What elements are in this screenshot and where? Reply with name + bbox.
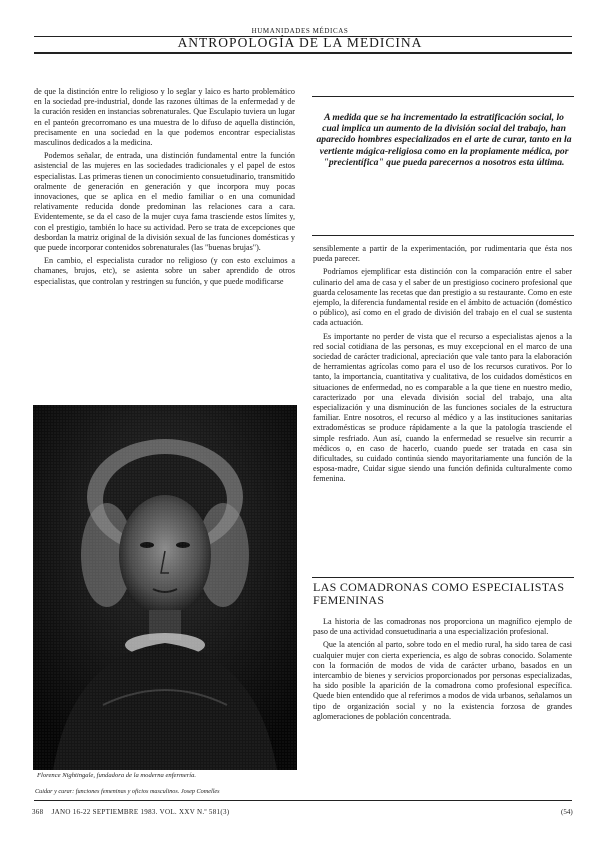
- footer-line: [32, 808, 229, 816]
- section-body: [313, 617, 572, 722]
- page-number: 368: [32, 808, 44, 816]
- right-paragraph: sensiblemente a partir de la experimentación, por rudimentaria que ésta nos pueda parecer.: [313, 244, 572, 264]
- issue-info: JANO 16-22 SEPTIEMBRE 1983. VOL. XXV N.º 581(3): [51, 808, 230, 816]
- right-paragraph: Podríamos ejemplificar esta distinción con la comparación entre el saber culinario del ama de casa y el saber de un prestigioso cocinero profesional que guarda celosamente las recetas que dan prestigio a su restaurante. Como en este ejemplo, la diferencia fundamental reside en el ámbito de actuación (doméstico o público), así como en el grado de división del trabajo en el cual se sustenta cada actuación.: [313, 267, 572, 328]
- section-paragraph: La historia de las comadronas nos proporciona un magnífico ejemplo de paso de una actividad consuetudinaria a una especialización profesional.: [313, 617, 572, 637]
- section-heading-rule: [312, 577, 574, 578]
- photo-caption: Florence Nightingale, fundadora de la moderna enfermería.: [37, 772, 197, 779]
- pull-quote-rule-bottom: [312, 235, 574, 236]
- section-kicker: HUMANIDADES MÉDICAS: [251, 27, 349, 35]
- header-rule-bottom: [34, 52, 572, 54]
- pull-quote-rule-top: [312, 96, 574, 97]
- section-paragraph: Que la atención al parto, sobre todo en el medio rural, ha sido tarea de casi cualquier mujer con cierta experiencia, es algo de sobras conocido. Solamente con la formación de modos de vida de carácter urbano, basados en un intercambio de bienes y servicios proporcionados por personas especializadas, ha sido posible la aparición de la comadrona como profesional específica. Quede bien entendido que al referirnos a modos de vida urbanos, señalamos un tipo de organización social y no la existencia forzosa de grandes aglomeraciones de población concentrada.: [313, 640, 572, 721]
- pull-quote: A medida que se ha incrementado la estratificación social, lo cual implica un aumento de la división social del trabajo, han aparecido hombres especializados en el arte de curar, tanto en la vertiente mágica-religiosa como en la propiamente médica, por "precientífica" que pueda parecernos a nosotros esta última.: [316, 112, 572, 168]
- section-title: ANTROPOLOGÍA DE LA MEDICINA: [177, 35, 423, 50]
- left-paragraph: de que la distinción entre lo religioso y lo seglar y laico es harto problemático en la sociedad pre-industrial, donde las razones últimas de la enfermedad y de la curación residen en instancias sobrenaturales. Que Esculapio tuviera un lugar en el panteón grecorromano es una muestra de lo difuso de aquella distinción, precisamente en una sociedad en la que podemos encontrar especialistas masculinos dedicados a la medicina.: [34, 87, 295, 148]
- left-paragraph: En cambio, el especialista curador no religioso (y con esto excluimos a chamanes, brujos, etc), se asienta sobre un saber aprendido de otros especialistas, que controlan y restringen su función, y que puede modificarse: [34, 256, 295, 286]
- portrait-photo: [33, 405, 297, 770]
- footer-rule: [34, 800, 572, 801]
- section-heading: LAS COMADRONAS COMO ESPECIALISTAS FEMENINAS: [313, 580, 565, 607]
- right-column: [313, 244, 572, 485]
- portrait-illustration: [33, 405, 297, 770]
- right-paragraph: Es importante no perder de vista que el recurso a especialistas ajenos a la red social cotidiana de las personas, es muy excepcional en el marco de una sociedad de carácter tradicional, apreciación que vale tanto para la elaboración de herramientas agrícolas como para el uso de los recursos curativos. Por lo tanto, la importancia, cuantitativa y cualitativa, de los cuidados domésticos en situaciones de enfermedad, no es comparable a la que tiene en nuestro medio, caracterizado por una elevada división social del trabajo, una alta especialización y una disminución de las funciones sociales de la estructura familiar. Entre nosotros, el recurso al médico y a las instituciones sanitarias extradomésticas se produce rápidamente a la que la patología trasciende el simple resfriado. Aun así, cuando la enfermedad se resuelve sin recurrir a médicos o, en caso de hacerlo, cuando puede ser tratada en casa sin dificultades, su cuidado continúa siendo mayoritariamente una función de la esposa-madre, Cuidar sigue siendo una función definida culturalmente como femenina.: [313, 331, 572, 484]
- folio: (54): [561, 808, 573, 816]
- left-paragraph: Podemos señalar, de entrada, una distinción fundamental entre la función asistencial de las mujeres en las sociedades tradicionales y el papel de estos especialistas. Las primeras tienen un conocimiento consuetudinario, transmitido oralmente de generación en generación y que incorpora muy pocas innovaciones, que se aplica en el medio familiar o en una comunidad relativamente reducida donde predominan las relaciones cara a cara. Evidentemente, se da el caso de la mujer cuya fama trasciende estos límites y, con el prestigio, también lo hace su actividad. Pero se trata de excepciones que desbordan la matriz original de la división sexual de las funciones domésticas y que puede incorporar contenidos sobrenaturales (las "buenas brujas").: [34, 151, 295, 253]
- article-credit: Cuidar y curar: funciones femeninas y oficios masculinos. Josep Comelles: [35, 788, 220, 795]
- left-column: [34, 87, 295, 287]
